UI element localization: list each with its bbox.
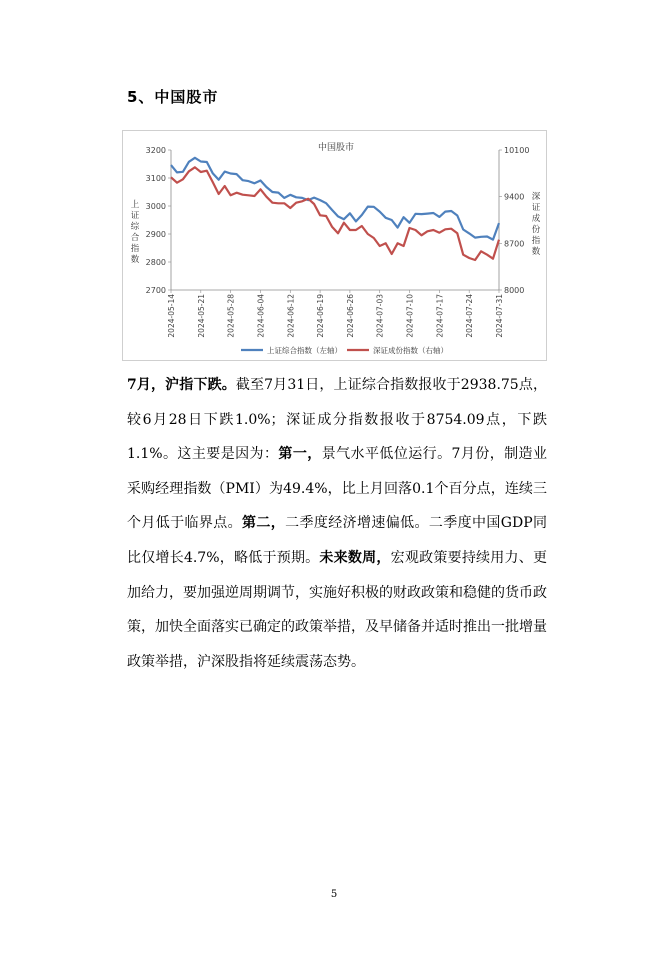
paragraph-second-bold: 第二， [242,515,286,532]
x-tick-label: 2024-06-12 [286,294,296,338]
paragraph-lead-bold: 7月，沪指下跌。 [127,377,236,393]
page-number: 5 [330,889,338,900]
x-tick-label: 2024-05-14 [167,294,176,338]
right-tick-label: 10100 [504,146,530,155]
x-tick-label: 2024-07-10 [405,294,415,338]
chart-svg [123,131,548,362]
left-axis-title: 上证综合指数 [130,200,140,265]
x-tick-label: 2024-05-21 [196,294,206,338]
right-tick-label: 9400 [504,192,525,202]
paragraph-first-bold: 第一， [278,446,322,463]
paragraph-text-1: 截至7月31日，上证综合指数报收于2938.75点，较6月28日下跌1.0%；深证成分指数报收于8754.09点，下跌1.1%。这主要是因为： [127,377,547,463]
right-tick-label: 8700 [504,239,525,249]
left-tick-label: 2800 [145,258,166,267]
right-axis-title: 深证成份指数 [531,192,541,257]
x-tick-label: 2024-07-31 [495,294,504,338]
stock-chart [122,130,547,361]
x-tick-label: 2024-06-04 [256,294,266,338]
chart-title: 中国股市 [317,143,355,153]
paragraph-text-2: 景气水平低位运行。7月份，制造业采购经理指数（PMI）为49.4%，比上月回落0.1个百分点，连续三个月低于临界点。 [127,446,547,532]
analysis-paragraph [127,368,547,679]
x-tick-label: 2024-07-03 [375,294,385,338]
left-tick-label: 3100 [145,174,166,183]
paragraph-text-3: 二季度经济增速偏低。二季度中国GDP同比仅增长4.7%，略低于预期。 [127,515,548,566]
x-tick-label: 2024-07-24 [465,294,475,338]
left-tick-label: 3200 [145,146,166,155]
x-tick-label: 2024-05-28 [226,294,236,338]
left-tick-label: 2700 [145,286,166,295]
section-heading: 5、中国股市 [127,88,219,106]
right-tick-label: 8000 [504,286,525,295]
x-tick-label: 2024-07-17 [435,294,445,338]
shanghai-index-line [171,158,499,240]
left-tick-label: 2900 [145,230,166,239]
legend-label-shanghai: 上证综合指数（左轴） [267,346,342,355]
left-tick-label: 3000 [145,202,166,211]
paragraph-outlook-bold: 未来数周， [319,549,391,566]
paragraph-text-4: 宏观政策要持续用力、更加给力，要加强逆周期调节，实施好积极的财政政策和稳健的货币政策，加快全面落实已确定的政策举措，及早储备并适时推出一批增量政策举措，沪深股指将延续震荡态势。 [127,549,548,670]
x-tick-label: 2024-06-19 [316,294,326,338]
x-tick-label: 2024-06-26 [345,294,355,338]
legend-label-shenzhen: 深证成份指数（右轴） [373,346,448,355]
